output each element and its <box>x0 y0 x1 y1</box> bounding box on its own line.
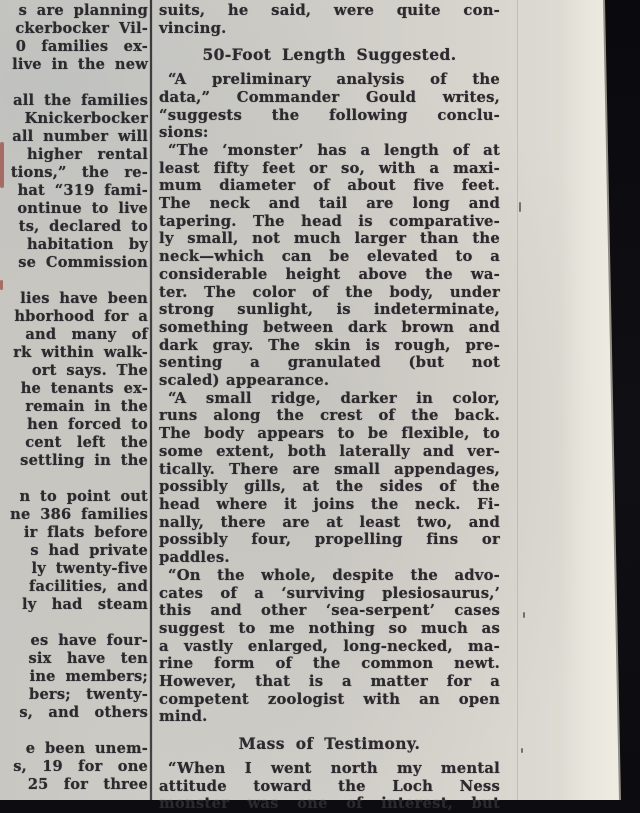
article-line: “The ‘monster’ has a length of at <box>168 141 500 159</box>
article-line: rine form of the common newt. <box>159 655 500 673</box>
article-line: a vastly enlarged, long-necked, ma- <box>159 637 500 655</box>
paper-crease-line <box>517 0 518 800</box>
newsprint-line: and many of <box>25 326 148 343</box>
article-line: something between dark brown and <box>159 318 500 336</box>
newsprint-line: facilities, and <box>29 578 148 595</box>
article-line: neck—which can be elevated to a <box>159 248 500 266</box>
article-line: some extent, both laterally and ver- <box>159 442 500 460</box>
dust-speck <box>519 202 521 212</box>
newsprint-line: hat “319 fami- <box>17 182 148 199</box>
article-line: suits, he said, were quite con- <box>159 2 500 19</box>
newsprint-line: hen forced to <box>27 416 148 433</box>
article-line: “suggests the following conclu- <box>159 106 500 124</box>
newsprint-line: ine members; <box>29 668 148 685</box>
article-line: head where it joins the neck. Fi- <box>159 495 500 513</box>
section-heading-mass-of-testimony: Mass of Testimony. <box>238 734 421 754</box>
article-line: dark gray. The skin is rough, pre- <box>159 336 500 354</box>
article-line: “A preliminary analysis of the <box>168 71 500 89</box>
newsprint-line: cent left the <box>25 434 148 451</box>
article-line: scaled) appearance. <box>159 372 330 390</box>
paragraph <box>0 290 148 470</box>
newsprint-line: all the families <box>13 92 148 109</box>
dust-speck <box>521 748 523 753</box>
paragraph <box>159 760 500 813</box>
newsprint-line: s, 19 for one <box>13 758 148 775</box>
article-line: “When I went north my mental <box>168 759 500 777</box>
newsprint-line: ckerbocker Vil- <box>15 20 148 37</box>
article-line: mind. <box>159 708 208 726</box>
article-line: tapering. The head is comparative- <box>159 212 500 230</box>
article-line: data,” Commander Gould writes, <box>159 88 500 106</box>
article-line: tically. There are small appendages, <box>159 460 500 478</box>
article-line: monster was one of interest, but <box>159 795 500 813</box>
right-column <box>159 2 500 813</box>
newsprint-line: e been unem- <box>25 740 148 757</box>
article-line: this and other ‘sea-serpent’ cases <box>159 602 500 620</box>
article-line: paddles. <box>159 549 230 567</box>
newsprint-line: 25 for three <box>27 776 148 793</box>
newsprint-line: he tenants ex- <box>20 380 148 397</box>
newsprint-line: higher rental <box>27 146 148 163</box>
newsprint-line: s had private <box>30 542 148 559</box>
article-line: “A small ridge, darker in color, <box>168 389 500 407</box>
paragraph <box>0 92 148 272</box>
paragraph <box>0 740 148 794</box>
newsprint-line: ort says. The <box>31 362 148 379</box>
article-line: ter. The color of the body, under <box>159 283 500 301</box>
newsprint-line: ontinue to live <box>17 200 148 217</box>
paragraph <box>0 488 148 614</box>
newsprint-line: n to point out <box>19 488 148 505</box>
paragraph <box>0 632 148 722</box>
newsprint-line: six have ten <box>28 650 148 667</box>
newsprint-line: es have four- <box>30 632 148 649</box>
article-line: The body appears to be flexible, to <box>159 425 500 443</box>
newsprint-line: s, and others <box>19 704 148 721</box>
article-line: mum diameter of about five feet. <box>159 177 500 195</box>
article-line: “On the whole, despite the advo- <box>168 566 500 584</box>
dust-speck <box>523 612 525 618</box>
article-line: strong sunlight, is indeterminate, <box>159 301 500 319</box>
newsprint-line: se Commission <box>18 254 148 271</box>
newsprint-line: ly had steam <box>22 596 148 613</box>
article-line: vincing. <box>159 19 227 37</box>
newsprint-line: lies have been <box>20 290 148 307</box>
article-line: possibly four, propelling fins or <box>159 531 500 549</box>
article-line: ly small, not much larger than the <box>159 230 500 248</box>
article-line: However, that is a matter for a <box>159 673 500 691</box>
newsprint-line: Knickerbocker <box>24 110 148 127</box>
article-line: competent zoologist with an open <box>159 690 500 708</box>
article-line: cates of a ‘surviving plesiosaurus,’ <box>159 584 500 602</box>
left-column <box>0 2 148 800</box>
newsprint-line: remain in the <box>25 398 148 415</box>
newsprint-line: ir flats before <box>23 524 148 541</box>
paragraph <box>159 142 500 390</box>
paragraph <box>159 2 500 37</box>
article-line: suggest to me nothing so much as <box>159 619 500 637</box>
article-line: possibly gills, at the sides of the <box>159 478 500 496</box>
newsprint-line: ne 386 families <box>10 506 148 523</box>
newsprint-line: rk within walk- <box>13 344 148 361</box>
newsprint-line: live in the new <box>12 56 148 73</box>
paragraph <box>159 390 500 567</box>
newsprint-line: 0 families ex- <box>15 38 148 55</box>
article-line: The neck and tail are long and <box>159 195 500 213</box>
column-divider-rule <box>150 0 152 800</box>
paragraph <box>159 567 500 726</box>
article-line: sions: <box>159 124 209 142</box>
paragraph <box>159 71 500 142</box>
section-heading-50-foot: 50-Foot Length Suggested. <box>202 45 457 65</box>
newsprint-line: bers; twenty- <box>29 686 148 703</box>
newsprint-line: all number will <box>12 128 148 145</box>
article-line: nally, there are at least two, and <box>159 513 500 531</box>
newsprint-line: s are planning <box>18 2 148 19</box>
article-line: considerable height above the wa- <box>159 265 500 283</box>
article-line: least fifty feet or so, with a maxi- <box>159 159 500 177</box>
article-line: attitude toward the Loch Ness <box>159 777 500 795</box>
article-line: runs along the crest of the back. <box>159 407 500 425</box>
newsprint-line: tions,” the re- <box>10 164 148 181</box>
newsprint-line: ly twenty-five <box>31 560 148 577</box>
newsprint-line: ts, declared to <box>18 218 148 235</box>
paragraph <box>0 2 148 74</box>
newsprint-line: settling in the <box>20 452 148 469</box>
article-line: senting a granulated (but not <box>159 354 500 372</box>
newsprint-line: hborhood for a <box>14 308 148 325</box>
newsprint-line: habitation by <box>26 236 148 253</box>
